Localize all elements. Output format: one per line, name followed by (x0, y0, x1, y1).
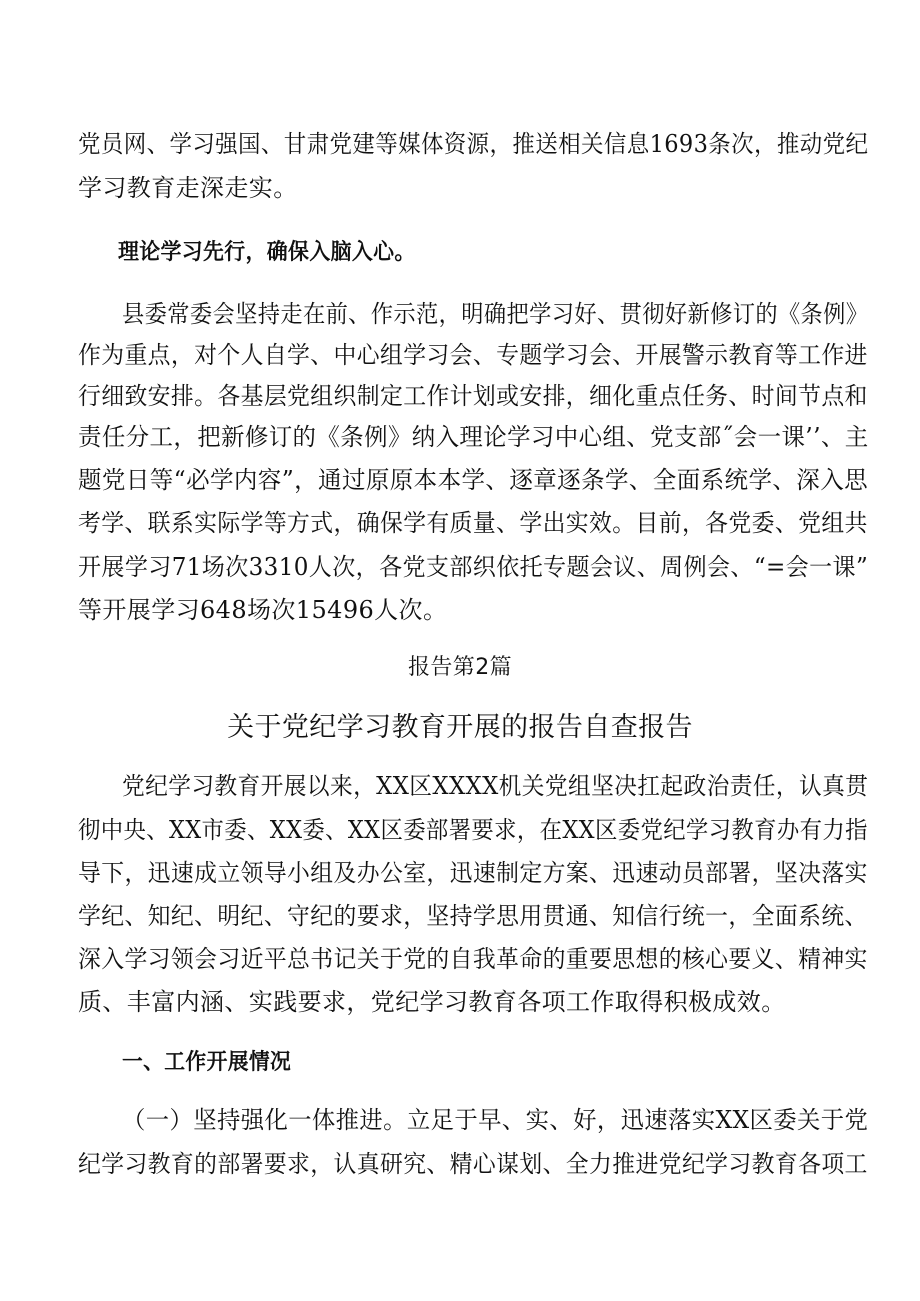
document-title: 关于党纪学习教育开展的报告自查报告 (227, 712, 693, 743)
paragraph-line: 深入学习领会习近平总书记关于党的自我革命的重要思想的核心要义、精神实 (78, 945, 868, 973)
paragraph-line: 党员网、学习强国、甘肃党建等媒体资源，推送相关信息1693条次，推动党纪 (78, 130, 869, 158)
paragraph-line: 质、丰富内涵、实践要求，党纪学习教育各项工作取得积极成效。 (78, 988, 786, 1016)
subheading: 理论学习先行，确保入脑入心。 (118, 240, 416, 265)
paragraph-line: 等开展学习648场次15496人次。 (78, 596, 448, 624)
paragraph-line: 导下，迅速成立领导小组及办公室，迅速制定方案、迅速动员部署，坚决落实 (78, 859, 868, 887)
paragraph-line: （一）坚持强化一体推进。立足于早、实、好，迅速落实XX区委关于党 (122, 1106, 869, 1134)
report-number: 报告第2篇 (408, 655, 512, 680)
paragraph-line: 学纪、知纪、明纪、守纪的要求，坚持学思用贯通、知信行统一，全面系统、 (78, 902, 868, 930)
paragraph-line: 题党日等“必学内容”，通过原原本本学、逐章逐条学、全面系统学、深入思 (78, 466, 869, 494)
paragraph-line: 县委常委会坚持走在前、作示范，明确把学习好、贯彻好新修订的《条例》 (122, 300, 869, 328)
paragraph-line: 考学、联系实际学等方式，确保学有质量、学出实效。目前，各党委、党组共 (78, 509, 868, 537)
paragraph-line: 责任分工，把新修订的《条例》纳入理论学习中心组、党支部˝会一课’’、主 (78, 423, 869, 451)
paragraph-line: 纪学习教育的部署要求，认真研究、精心谋划、全力推进党纪学习教育各项工 (78, 1150, 868, 1178)
paragraph-line: 行细致安排。各基层党组织制定工作计划或安排，细化重点任务、时间节点和 (78, 382, 868, 410)
paragraph-line: 党纪学习教育开展以来，XX区XXXX机关党组坚决扛起政治责任，认真贯 (122, 772, 869, 800)
paragraph-line: 彻中央、XX市委、XX委、XX区委部署要求，在XX区委党纪学习教育办有力指 (78, 816, 868, 844)
section-heading: 一、工作开展情况 (122, 1050, 292, 1075)
paragraph-line: 开展学习71场次3310人次，各党支部织依托专题会议、周例会、“=会一课” (78, 553, 869, 581)
paragraph-line: 学习教育走深走实。 (78, 174, 298, 202)
paragraph-line: 作为重点，对个人自学、中心组学习会、专题学习会、开展警示教育等工作进 (78, 341, 868, 369)
